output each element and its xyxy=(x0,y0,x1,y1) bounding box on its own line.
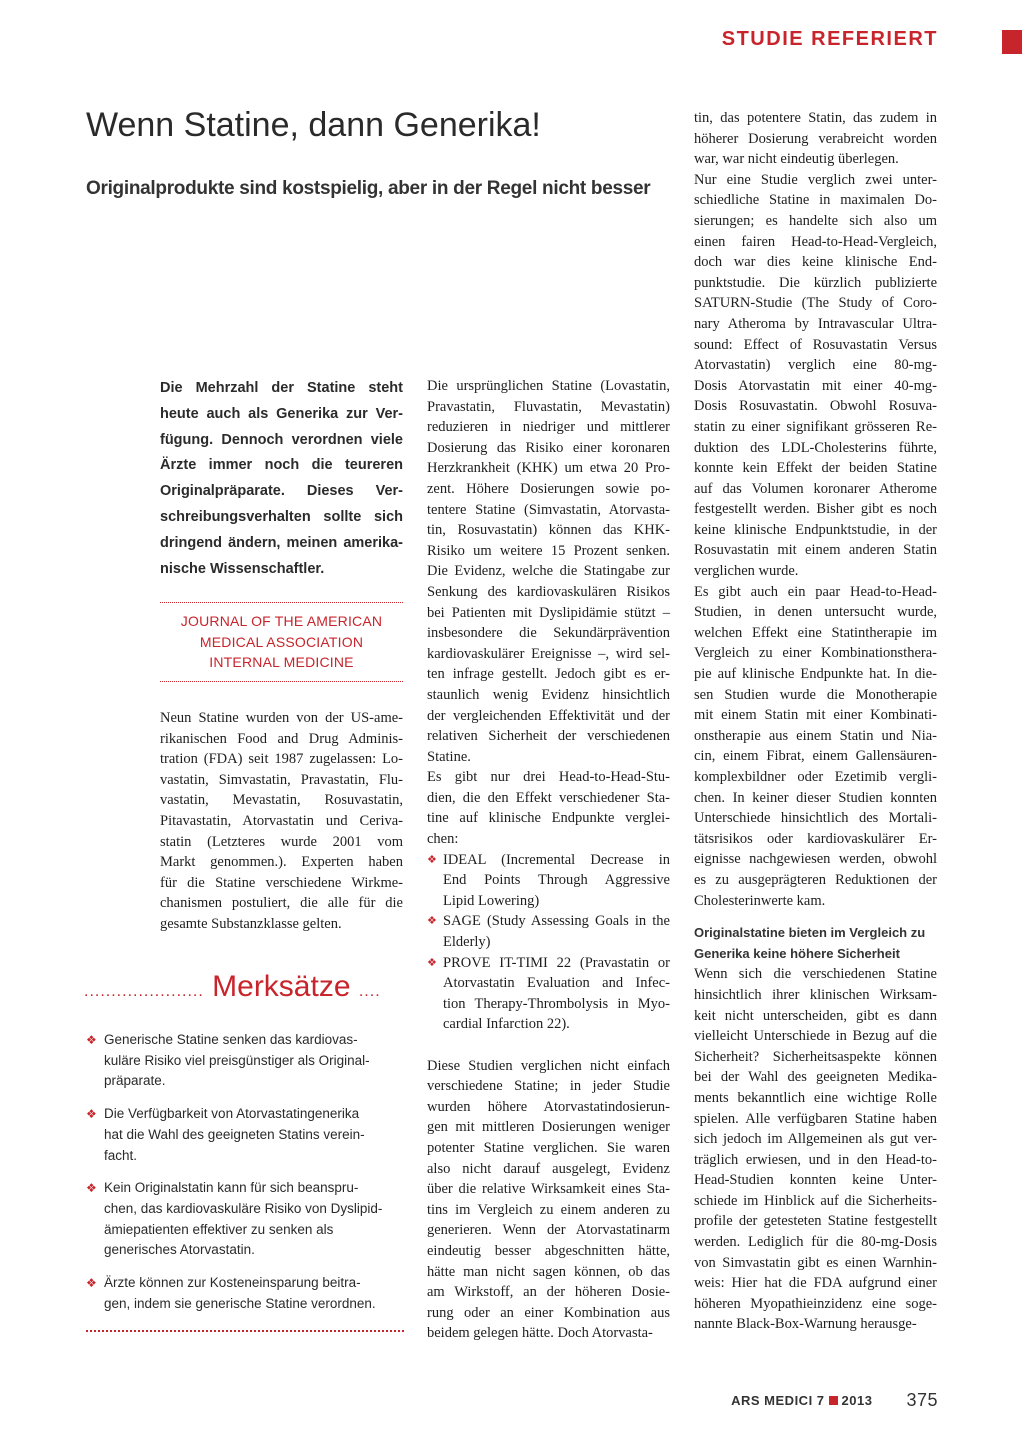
intro-line: fügung. Dennoch verordnen viele xyxy=(160,431,403,448)
text-line: Pitavastatin, Atorvastatin und Ceriva- xyxy=(160,812,403,829)
subheading-line: Generika keine höhere Sicherheit xyxy=(694,945,900,961)
text-line: kuläre Risiko viel preisgünstiger als Original- xyxy=(104,1052,370,1068)
text-line: Lipid Lowering) xyxy=(443,892,540,909)
list-item xyxy=(427,850,670,912)
text-line: festgestellt werden. Bisher gibt es noch xyxy=(694,501,937,518)
text-line: beidem gelegen hätte. Doch Atorvasta- xyxy=(427,1325,653,1342)
diamond-bullet-icon: ❖ xyxy=(427,853,437,866)
intro-line: Ärzte immer noch die teureren xyxy=(160,457,403,474)
text-line: gen mit mittleren Dosierungen weniger xyxy=(427,1119,670,1136)
text-line: komplexbildner oder Ezetimib vergli- xyxy=(694,769,937,785)
paragraph xyxy=(694,108,937,170)
merksaetze-lead-dots: ...................... xyxy=(84,983,204,1000)
merksatz-item xyxy=(86,1030,404,1092)
text-line: facht. xyxy=(104,1147,138,1163)
text-line: potenter Statine verglichen. Sie waren xyxy=(427,1139,670,1156)
text-line: bei der Wahl des geeigneten Medika- xyxy=(694,1069,937,1086)
column-2 xyxy=(427,376,670,1344)
text-line: konnte kein Effekt der beiden Statine xyxy=(694,460,937,477)
text-line: chen. In keiner dieser Studien konnten xyxy=(694,789,937,806)
text-line: Die ursprünglichen Statine (Lovastatin, xyxy=(427,378,670,394)
footer-square-icon xyxy=(829,1396,838,1405)
text-line: rung oder an einer Kombination aus xyxy=(427,1304,670,1321)
source-line: INTERNAL MEDICINE xyxy=(209,654,354,670)
text-line: ämiepatienten effektiver zu senken als xyxy=(104,1221,334,1237)
text-line: also nicht darauf ausgelegt, Evidenz xyxy=(427,1160,670,1177)
text-line: tin, das potentere Statin, das zudem in xyxy=(694,110,937,126)
text-line: Die Evidenz, welche die Statingabe zur xyxy=(427,563,670,580)
text-line: hinsichtlich ihrer klinischen Wirksam- xyxy=(694,986,937,1003)
text-line: generieren. Wenn der Atorvastatinarm xyxy=(427,1222,670,1239)
text-line: statin zu einer signifikant grösseren Re- xyxy=(694,418,937,435)
text-line: Unterschiede hinsichtlich des Mortali- xyxy=(694,810,937,827)
article-subtitle: Originalprodukte sind kostspielig, aber in der Regel nicht besser xyxy=(86,178,651,199)
text-line: spielen. Alle verfügbaren Statine haben xyxy=(694,1110,937,1127)
text-line: keit nicht unterscheiden, gibt es dann xyxy=(694,1007,937,1024)
text-line: vastatin, Mevastatin, Rosuvastatin, xyxy=(160,792,403,809)
text-line: schiede im Hinblick auf die Sicherheits- xyxy=(694,1192,937,1209)
text-line: chanismen postuliert, die alle für die xyxy=(160,895,403,912)
text-line: hätte man nicht sagen können, ob das xyxy=(427,1263,670,1280)
text-line: sierungen; es handelte sich also um xyxy=(694,212,937,229)
text-line: vastatin, Simvastatin, Pravastatin, Flu- xyxy=(160,771,403,788)
text-line: von Simvastatin gibt es einen Warnhin- xyxy=(694,1254,937,1271)
text-line: tion Therapy-Thrombolysis in Myo- xyxy=(443,995,670,1012)
text-line: Studien, in denen untersucht wurde, xyxy=(694,604,937,621)
text-line: SAGE (Study Assessing Goals in the xyxy=(443,913,670,930)
paragraph xyxy=(694,964,937,1335)
text-line: war, war nicht eindeutig überlegen. xyxy=(694,151,899,168)
text-line: chen, das kardiovaskuläre Risiko von Dyslipid- xyxy=(104,1200,383,1216)
text-line: chen: xyxy=(427,831,459,848)
text-line: keine klinische Endpunktstudie, in der xyxy=(694,521,937,538)
text-line: einen fairen Head-to-Head-Vergleich, xyxy=(694,233,937,250)
section-label: STUDIE REFERIERT xyxy=(721,28,938,50)
merksaetze-divider xyxy=(86,1330,404,1332)
source-box xyxy=(160,602,403,682)
text-line: tätsrisikos oder kardiovaskulärer Er- xyxy=(694,830,937,847)
text-line: Vergleich zu einer Kombinationsthera- xyxy=(694,645,937,662)
text-line: Dosis Atorvastatin mit einer 40-mg- xyxy=(694,377,937,394)
text-line: am Wirkstoff, an der höheren Dosie- xyxy=(427,1284,670,1301)
text-line: der vergleichenden Effektivität und der xyxy=(427,707,670,724)
text-line: tin, Rosuvastatin) können das KHK- xyxy=(427,522,670,539)
text-line: wurden höhere Atorvastatindosierun- xyxy=(427,1098,670,1115)
text-line: doch war dies keine klinische End- xyxy=(694,254,937,271)
text-line: auf das Volumen koronarer Atherome xyxy=(694,480,937,497)
text-line: Wenn sich die verschiedenen Statine xyxy=(694,966,937,983)
paragraph xyxy=(427,1056,670,1344)
footer-year: 2013 xyxy=(841,1393,873,1408)
text-line: Die Verfügbarkeit von Atorvastatingenerika xyxy=(104,1106,360,1122)
text-line: relativen Sicherheit der verschiedenen xyxy=(427,728,670,745)
text-line: Atorvastatin Evaluation and Infec- xyxy=(443,975,670,992)
text-line: Statine. xyxy=(427,748,471,765)
text-line: höheren Myopathieinzidenz eine soge- xyxy=(694,1295,937,1312)
text-line: zent. Höhere Dosierungen sowie po- xyxy=(427,480,670,497)
intro-line: dringend ändern, meinen amerika- xyxy=(160,534,403,551)
merksaetze-list xyxy=(86,1030,404,1326)
text-line: Herzkrankheit (KHK) um etwa 20 Pro- xyxy=(427,460,670,477)
text-line: Risiko um weitere 15 Prozent senken. xyxy=(427,542,670,559)
text-line: pie auf klinische Endpunkte hat. In die- xyxy=(694,666,937,683)
text-line: IDEAL (Incremental Decrease in xyxy=(443,851,670,868)
text-line: Ärzte können zur Kosteneinsparung beitra- xyxy=(104,1275,361,1291)
intro-line: Die Mehrzahl der Statine steht xyxy=(160,380,403,396)
text-line: Sicherheit? Sicherheitsaspekte können xyxy=(694,1048,937,1065)
text-line: Cholesterinwerte kam. xyxy=(694,892,826,909)
text-line: weis: Hier hat die FDA aufgrund einer xyxy=(694,1275,937,1292)
text-line: End Points Through Aggressive xyxy=(443,872,670,889)
text-line: tentere Statine (Simvastatin, Atorvasta- xyxy=(427,501,670,518)
text-line: rikanischen Food and Drug Adminis- xyxy=(160,730,403,747)
text-line: tine auf klinische Endpunkte verglei- xyxy=(427,810,670,827)
text-line: für die Statine verschiedene Wirkme- xyxy=(160,874,403,891)
merksatz-item xyxy=(86,1273,404,1314)
text-line: Es gibt nur drei Head-to-Head-Stu- xyxy=(427,769,670,786)
text-line: gen, indem sie generische Statine verordnen. xyxy=(104,1295,376,1311)
text-line: duktion des LDL-Cholesterins führte, xyxy=(694,439,937,456)
subheading-line: Originalstatine bieten im Vergleich zu xyxy=(694,925,926,941)
text-line: dien, die den Effekt verschiedener Sta- xyxy=(427,789,670,806)
text-line: kardiovaskulärer Ereignisse –, wird sel- xyxy=(427,645,670,662)
text-line: sen Studien wurde die Monotherapie xyxy=(694,686,937,703)
text-line: sound: Effect of Rosuvastatin Versus xyxy=(694,336,937,353)
text-line: schiedliche Statine in maximalen Do- xyxy=(694,192,937,209)
text-line: Senkung des kardiovaskulären Risikos xyxy=(427,583,670,600)
merksaetze-heading xyxy=(84,970,404,1004)
text-line: Markt genommen.). Experten haben xyxy=(160,854,403,871)
text-line: Rosuvastatin mit einem anderen Statin xyxy=(694,542,937,559)
text-line: cin, einem Fibrat, einem Gallensäuren- xyxy=(694,748,937,765)
merksaetze-title: Merksätze xyxy=(212,970,351,1003)
text-line: Dosierung das Risiko einer koronaren xyxy=(427,439,670,456)
text-line: sich jedoch im Allgemeinen als gut ver- xyxy=(694,1131,937,1148)
text-line: statin (Letzteres wurde 2001 vom xyxy=(160,833,403,850)
source-line: JOURNAL OF THE AMERICAN xyxy=(180,613,383,629)
paragraph xyxy=(160,708,403,935)
text-line: Kein Originalstatin kann für sich beanspru- xyxy=(104,1180,359,1196)
text-line: nannte Black-Box-Warnung herausge- xyxy=(694,1316,917,1333)
merksatz-item xyxy=(86,1104,404,1166)
text-line: höherer Dosierung verabreicht worden xyxy=(694,130,937,147)
text-line: Pravastatin, Fluvastatin, Mevastatin) xyxy=(427,398,670,415)
text-line: über die relative Wirksamkeit eines Sta- xyxy=(427,1181,670,1198)
text-line: gesamte Substanzklasse gelten. xyxy=(160,915,342,932)
text-line: Diese Studien verglichen nicht einfach xyxy=(427,1057,670,1074)
text-line: eignisse nachgewiesen werden, obwohl xyxy=(694,851,937,868)
text-line: Nur eine Studie verglich zwei unter- xyxy=(694,171,937,188)
text-line: punktstudie. Die kürzlich publizierte xyxy=(694,274,937,291)
intro-lead xyxy=(160,376,403,582)
text-line: Neun Statine wurden von der US-ame- xyxy=(160,710,403,726)
text-line: Head-Studien konnten keine Unter- xyxy=(694,1172,937,1189)
text-line: es zu ausgeprägteren Reduktionen der xyxy=(694,871,937,888)
paragraph xyxy=(694,170,937,582)
page-number: 375 xyxy=(906,1390,938,1410)
text-line: Es gibt auch ein paar Head-to-Head- xyxy=(694,583,937,600)
text-line: generisches Atorvastatin. xyxy=(104,1242,255,1258)
paragraph xyxy=(694,582,937,912)
merksaetze-trail-dots: .... xyxy=(358,983,381,1000)
text-line: SATURN-Studie (The Study of Coro- xyxy=(694,295,937,312)
text-line: Atorvastatin) verglich eine 80-mg- xyxy=(694,357,937,374)
footer-journal: ARS MEDICI 7 xyxy=(731,1393,825,1408)
intro-line: nische Wissenschaftler. xyxy=(160,560,325,577)
column-3 xyxy=(694,108,937,1335)
diamond-bullet-icon: ❖ xyxy=(86,1276,97,1291)
text-line: profile der getesteten Statine festgestellt xyxy=(694,1213,937,1230)
text-line: Dosis Rosuvastatin. Obwohl Rosuva- xyxy=(694,398,937,415)
source-line: MEDICAL ASSOCIATION xyxy=(199,633,364,650)
page-footer xyxy=(731,1390,938,1411)
text-line: welchen Effekt eine Statintherapie im xyxy=(694,624,937,641)
text-line: tins im Vergleich zu einem anderen zu xyxy=(427,1201,670,1218)
text-line: eindeutig besser abgeschnitten hätte, xyxy=(427,1242,670,1259)
intro-line: Originalpräparate. Dieses Ver- xyxy=(160,483,403,500)
column-1 xyxy=(160,708,403,935)
list-item xyxy=(427,953,670,1035)
diamond-bullet-icon: ❖ xyxy=(427,956,437,969)
text-line: reduzieren in niedriger und mittlerer xyxy=(427,419,670,436)
spacer xyxy=(427,1035,670,1056)
text-line: PROVE IT-TIMI 22 (Pravastatin or xyxy=(443,954,670,971)
text-line: ments bekanntlich eine wichtige Rolle xyxy=(694,1089,937,1106)
text-line: vielleicht Unterschiede in Bezug auf die xyxy=(694,1028,937,1045)
list-item xyxy=(427,911,670,952)
intro-line: schreibungsverhalten sollte sich xyxy=(160,508,403,525)
diamond-bullet-icon: ❖ xyxy=(86,1107,97,1122)
text-line: ten infrage gestellt. Jedoch gibt es er- xyxy=(427,666,670,683)
text-line: präparate. xyxy=(104,1073,166,1089)
section-subheading xyxy=(694,923,937,964)
text-line: Elderly) xyxy=(443,934,491,951)
text-line: tration (FDA) seit 1987 zugelassen: Lo- xyxy=(160,751,403,768)
text-line: onstherapie aus einem Statin und Nia- xyxy=(694,727,937,744)
diamond-bullet-icon: ❖ xyxy=(427,915,437,928)
article-title: Wenn Statine, dann Generika! xyxy=(86,106,541,144)
text-line: bei Patienten mit Dyslipidämie stützt – xyxy=(427,604,670,621)
paragraph xyxy=(427,767,670,849)
text-line: staunlich wenig Evidenz hinsichtlich xyxy=(427,686,670,703)
paragraph xyxy=(427,376,670,767)
text-line: cardial Infarction 22). xyxy=(443,1016,570,1033)
text-line: Generische Statine senken das kardiovas- xyxy=(104,1032,358,1047)
diamond-bullet-icon: ❖ xyxy=(86,1181,97,1196)
text-line: verschiedene Statine; in jeder Studie xyxy=(427,1078,670,1095)
text-line: insbesondere die Sekundärprävention xyxy=(427,625,670,642)
text-line: mit einem Statin mit einer Kombinati- xyxy=(694,707,937,724)
text-line: träglich erwiesen, und in den Head-to- xyxy=(694,1151,937,1168)
text-line: werden. Lediglich für die 80-mg-Dosis xyxy=(694,1234,937,1251)
intro-line: heute auch als Generika zur Ver- xyxy=(160,405,403,422)
text-line: nary Atheroma by Intravascular Ultra- xyxy=(694,315,937,332)
section-marker-square xyxy=(1002,30,1022,54)
diamond-bullet-icon: ❖ xyxy=(86,1033,97,1047)
merksatz-item xyxy=(86,1178,404,1261)
text-line: hat die Wahl des geeigneten Statins verein- xyxy=(104,1126,365,1142)
text-line: verglichen wurde. xyxy=(694,563,799,580)
